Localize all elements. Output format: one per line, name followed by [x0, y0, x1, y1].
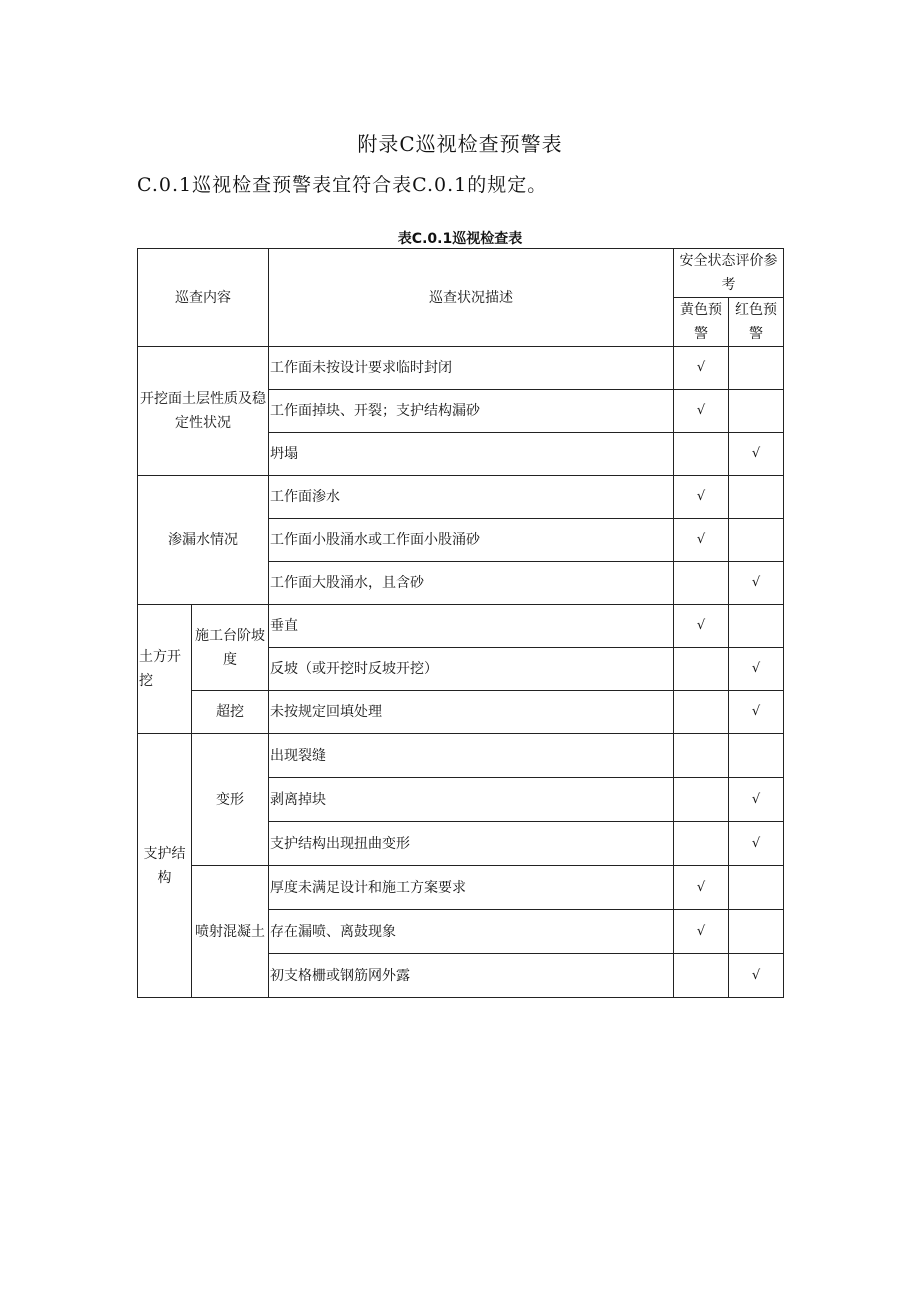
appendix-heading: 附录C巡视检查预警表	[357, 132, 563, 156]
red-mark	[729, 519, 784, 562]
red-mark	[729, 910, 784, 954]
table-row	[138, 476, 784, 519]
group-support: 支护结构	[138, 734, 192, 998]
subgroup-shotcrete: 喷射混凝土	[192, 866, 269, 998]
row-description: 反坡（或开挖时反坡开挖）	[269, 648, 674, 691]
yellow-mark: √	[674, 476, 729, 519]
row-description: 厚度未满足设计和施工方案要求	[269, 866, 674, 910]
table-caption: 表C.0.1巡视检查表	[397, 231, 523, 247]
subgroup-slope: 施工台阶坡度	[192, 605, 269, 691]
inspection-table	[137, 248, 784, 998]
row-description: 支护结构出现扭曲变形	[269, 822, 674, 866]
row-description: 初支格栅或钢筋网外露	[269, 954, 674, 998]
yellow-mark	[674, 954, 729, 998]
red-mark	[729, 866, 784, 910]
red-mark	[729, 734, 784, 778]
row-description: 工作面小股涌水或工作面小股涌砂	[269, 519, 674, 562]
red-mark: √	[729, 562, 784, 605]
red-mark: √	[729, 954, 784, 998]
group-earthwork: 土方开挖	[138, 605, 192, 734]
row-description: 工作面大股涌水，且含砂	[269, 562, 674, 605]
red-mark: √	[729, 433, 784, 476]
yellow-mark	[674, 778, 729, 822]
table-row	[138, 347, 784, 390]
red-mark	[729, 605, 784, 648]
subgroup-deform: 变形	[192, 734, 269, 866]
row-description: 出现裂缝	[269, 734, 674, 778]
header-evaluation: 安全状态评价参考	[674, 249, 784, 298]
yellow-mark: √	[674, 605, 729, 648]
row-description: 未按规定回填处理	[269, 691, 674, 734]
red-mark: √	[729, 778, 784, 822]
red-mark	[729, 390, 784, 433]
table-row	[138, 605, 784, 648]
group-excavation-face: 开挖面土层性质及稳定性状况	[138, 347, 269, 476]
row-description: 剥离掉块	[269, 778, 674, 822]
row-description: 存在漏喷、离鼓现象	[269, 910, 674, 954]
yellow-mark	[674, 562, 729, 605]
yellow-mark: √	[674, 866, 729, 910]
yellow-mark	[674, 648, 729, 691]
yellow-mark	[674, 433, 729, 476]
table-row	[138, 866, 784, 910]
group-seepage: 渗漏水情况	[138, 476, 269, 605]
yellow-mark	[674, 691, 729, 734]
red-mark: √	[729, 691, 784, 734]
header-yellow: 黄色预警	[674, 298, 729, 347]
red-mark: √	[729, 648, 784, 691]
red-mark	[729, 476, 784, 519]
yellow-mark: √	[674, 347, 729, 390]
subgroup-overdig: 超挖	[192, 691, 269, 734]
row-description: 工作面掉块、开裂；支护结构漏砂	[269, 390, 674, 433]
yellow-mark: √	[674, 910, 729, 954]
intro-paragraph: C.0.1巡视检查预警表宜符合表C.0.1的规定。	[137, 174, 548, 196]
row-description: 工作面渗水	[269, 476, 674, 519]
header-content: 巡查内容	[138, 249, 269, 347]
table-row	[138, 734, 784, 778]
yellow-mark	[674, 734, 729, 778]
yellow-mark: √	[674, 390, 729, 433]
header-row	[138, 249, 784, 298]
header-description: 巡查状况描述	[269, 249, 674, 347]
table-row	[138, 691, 784, 734]
row-description: 垂直	[269, 605, 674, 648]
header-red: 红色预警	[729, 298, 784, 347]
row-description: 坍塌	[269, 433, 674, 476]
row-description: 工作面未按设计要求临时封闭	[269, 347, 674, 390]
yellow-mark	[674, 822, 729, 866]
red-mark: √	[729, 822, 784, 866]
yellow-mark: √	[674, 519, 729, 562]
red-mark	[729, 347, 784, 390]
